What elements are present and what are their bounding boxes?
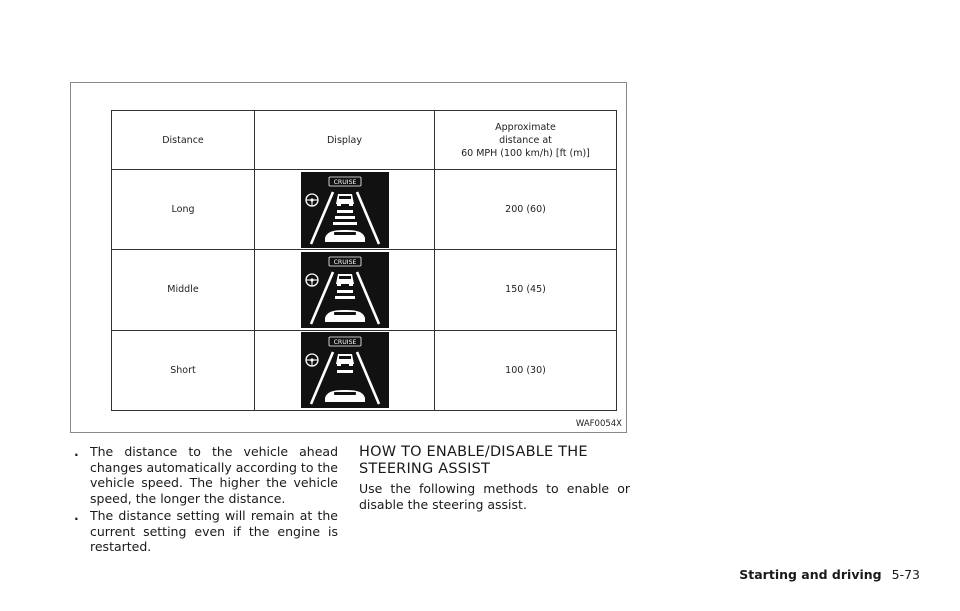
display-cell	[255, 330, 435, 410]
gap-bar	[335, 216, 355, 219]
page-footer	[739, 567, 920, 582]
table-header-row	[112, 111, 617, 170]
approx-distance-cell: 100 (30)	[435, 330, 617, 410]
header-distance: Distance	[112, 111, 255, 170]
own-vehicle	[325, 230, 365, 242]
bullet-text: The distance to the vehicle ahead changes automatically according to the vehicle speed. The higher the vehicle speed, the longer the distance.	[90, 444, 338, 506]
figure-id: WAF0054X	[575, 419, 622, 429]
cruise-label: CRUISE	[333, 339, 356, 347]
table-row	[112, 250, 617, 330]
page-number: 5-73	[891, 567, 920, 582]
distance-table	[111, 110, 617, 411]
list-item	[74, 444, 338, 506]
header-approx-distance	[435, 111, 617, 170]
gap-bar	[337, 370, 353, 373]
gap-bar	[337, 290, 353, 293]
cruise-distance-display-icon	[301, 252, 389, 328]
header-display: Display	[255, 111, 435, 170]
own-vehicle	[325, 390, 365, 402]
gap-bar	[333, 222, 357, 225]
display-cell	[255, 170, 435, 250]
distance-cell: Middle	[112, 250, 255, 330]
gap-bar	[337, 210, 353, 213]
bullet-dot: .	[74, 444, 79, 459]
header-approx-distance-text: Approximate distance at 60 MPH (100 km/h) [ft (m)]	[461, 121, 590, 159]
bullet-text: The distance setting will remain at the current setting even if the engine is restarted.	[90, 508, 338, 554]
cruise-label: CRUISE	[333, 259, 356, 267]
display-cell	[255, 250, 435, 330]
distance-cell: Short	[112, 330, 255, 410]
distance-setting-figure	[70, 82, 627, 433]
cruise-label: CRUISE	[333, 178, 356, 186]
distance-cell: Long	[112, 170, 255, 250]
approx-distance-cell: 150 (45)	[435, 250, 617, 330]
section-title: HOW TO ENABLE/DISABLE THE STEERING ASSIST	[359, 444, 588, 477]
approx-distance-cell: 200 (60)	[435, 170, 617, 250]
cruise-distance-display-icon	[301, 172, 389, 248]
footer-section: Starting and driving	[739, 567, 882, 582]
bullet-list	[74, 444, 338, 557]
own-vehicle	[325, 310, 365, 322]
table-row	[112, 170, 617, 250]
gap-bar	[335, 296, 355, 299]
table-row	[112, 330, 617, 410]
section-body: Use the following methods to enable or disable the steering assist.	[359, 481, 630, 512]
list-item	[74, 508, 338, 555]
bullet-dot: .	[74, 508, 79, 523]
cruise-distance-display-icon	[301, 332, 389, 408]
